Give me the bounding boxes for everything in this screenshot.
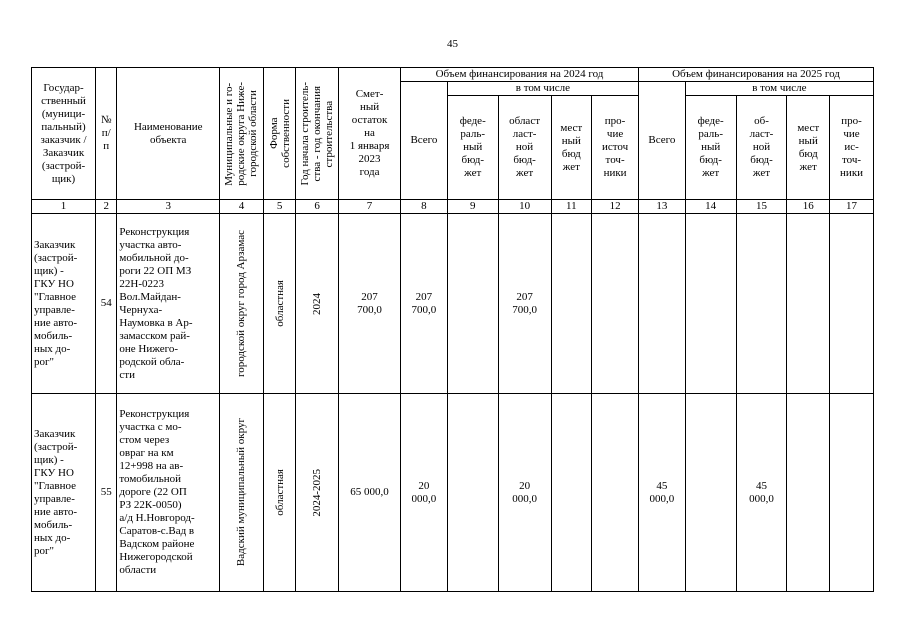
column-number: 11 [551, 200, 592, 214]
header-funding-2025: Объем финансирования на 2025 год [638, 68, 873, 82]
row-ownership-text: областная [273, 469, 286, 516]
column-numbers-row [32, 200, 874, 214]
header-estimate: Смет- ный остаток на 1 января 2023 года [339, 68, 401, 200]
row-local-2024 [551, 394, 592, 592]
row-number: 55 [96, 394, 117, 592]
row-estimate: 65 000,0 [339, 394, 401, 592]
row-regional-2025 [736, 214, 787, 394]
table-row [32, 214, 874, 394]
page-number: 45 [447, 38, 458, 50]
column-number: 2 [96, 200, 117, 214]
header-years [296, 68, 339, 200]
row-federal-2025 [685, 214, 736, 394]
column-number: 17 [830, 200, 874, 214]
header-local-2024: мест ный бюд жет [551, 96, 592, 200]
header-including-2025: в том числе [685, 82, 873, 96]
row-municipality [220, 394, 264, 592]
row-other-2024 [592, 214, 639, 394]
row-total-2025 [638, 214, 685, 394]
row-ownership-text: областная [273, 280, 286, 327]
header-ownership-text: Форма собственности [267, 99, 292, 168]
column-number: 10 [498, 200, 551, 214]
row-estimate: 207 700,0 [339, 214, 401, 394]
row-number: 54 [96, 214, 117, 394]
row-municipality-text: Вадский муниципальный округ [235, 418, 248, 567]
column-number: 5 [263, 200, 296, 214]
header-total-2024: Всего [401, 82, 448, 200]
header-municipality-text: Муниципальные и го- родские округа Ниже- городской области [223, 81, 260, 186]
header-total-2025: Всего [638, 82, 685, 200]
row-regional-2024: 20 000,0 [498, 394, 551, 592]
row-customer: Заказчик (застрой- щик) - ГКУ НО "Главное управле- ние авто- мобиль- ных до- рог" [32, 214, 96, 394]
column-number: 4 [220, 200, 264, 214]
header-municipality [220, 68, 264, 200]
column-number: 15 [736, 200, 787, 214]
row-federal-2024 [447, 394, 498, 592]
table-row [32, 394, 874, 592]
column-number: 14 [685, 200, 736, 214]
header-other-2025: про- чие ис- точ- ники [830, 96, 874, 200]
header-other-2024: про- чие источ точ- ники [592, 96, 639, 200]
row-regional-2025: 45 000,0 [736, 394, 787, 592]
column-number: 3 [117, 200, 220, 214]
header-including-2024: в том числе [447, 82, 638, 96]
column-number: 13 [638, 200, 685, 214]
row-municipality [220, 214, 264, 394]
row-other-2025 [830, 214, 874, 394]
header-ownership [263, 68, 296, 200]
header-regional-2024: област ласт- ной бюд- жет [498, 96, 551, 200]
header-object-name: Наименование объекта [117, 68, 220, 200]
column-number: 8 [401, 200, 448, 214]
row-years-text: 2024 [311, 292, 324, 315]
column-number: 6 [296, 200, 339, 214]
row-object-name: Реконструкция участка с мо- стом через овраг на км 12+998 на ав- томобильной дороге (22 ОП РЗ 22К-0050) а/д Н.Новгород- Саратов-с.Вад в Вадском районе Нижегородской области [117, 394, 220, 592]
header-funding-2024: Объем финансирования на 2024 год [401, 68, 639, 82]
row-other-2025 [830, 394, 874, 592]
row-federal-2024 [447, 214, 498, 394]
header-years-text: Год начала строитель- ства - год окончания строительства [299, 81, 336, 186]
row-object-name: Реконструкция участка авто- мобильной до- роги 22 ОП МЗ 22Н-0223 Вол.Майдан- Чернуха- Наумовка в Ар- замасском рай- оне Нижего- родской обла- сти [117, 214, 220, 394]
header-federal-2025: феде- раль- ный бюд- жет [685, 96, 736, 200]
row-ownership [263, 214, 296, 394]
column-number: 7 [339, 200, 401, 214]
column-number: 12 [592, 200, 639, 214]
row-years-text: 2024-2025 [311, 468, 324, 517]
row-total-2025: 45 000,0 [638, 394, 685, 592]
header-federal-2024: феде- раль- ный бюд- жет [447, 96, 498, 200]
row-federal-2025 [685, 394, 736, 592]
row-customer: Заказчик (застрой- щик) - ГКУ НО "Главное управле- ние авто- мобиль- ных до- рог" [32, 394, 96, 592]
row-regional-2024: 207 700,0 [498, 214, 551, 394]
row-other-2024 [592, 394, 639, 592]
row-total-2024: 207 700,0 [401, 214, 448, 394]
column-number: 16 [787, 200, 830, 214]
header-regional-2025: об- ласт- ной бюд- жет [736, 96, 787, 200]
row-local-2025 [787, 214, 830, 394]
row-local-2025 [787, 394, 830, 592]
row-years [296, 394, 339, 592]
financing-table [31, 67, 874, 592]
header-local-2025: мест ный бюд жет [787, 96, 830, 200]
row-total-2024: 20 000,0 [401, 394, 448, 592]
row-ownership [263, 394, 296, 592]
row-years [296, 214, 339, 394]
column-number: 9 [447, 200, 498, 214]
row-municipality-text: городской округ город Арзамас [235, 229, 248, 377]
column-number: 1 [32, 200, 96, 214]
header-customer: Государ- ственный (муници- пальный) заказчик / Заказчик (застрой- щик) [32, 68, 96, 200]
header-number: № п/ п [96, 68, 117, 200]
row-local-2024 [551, 214, 592, 394]
